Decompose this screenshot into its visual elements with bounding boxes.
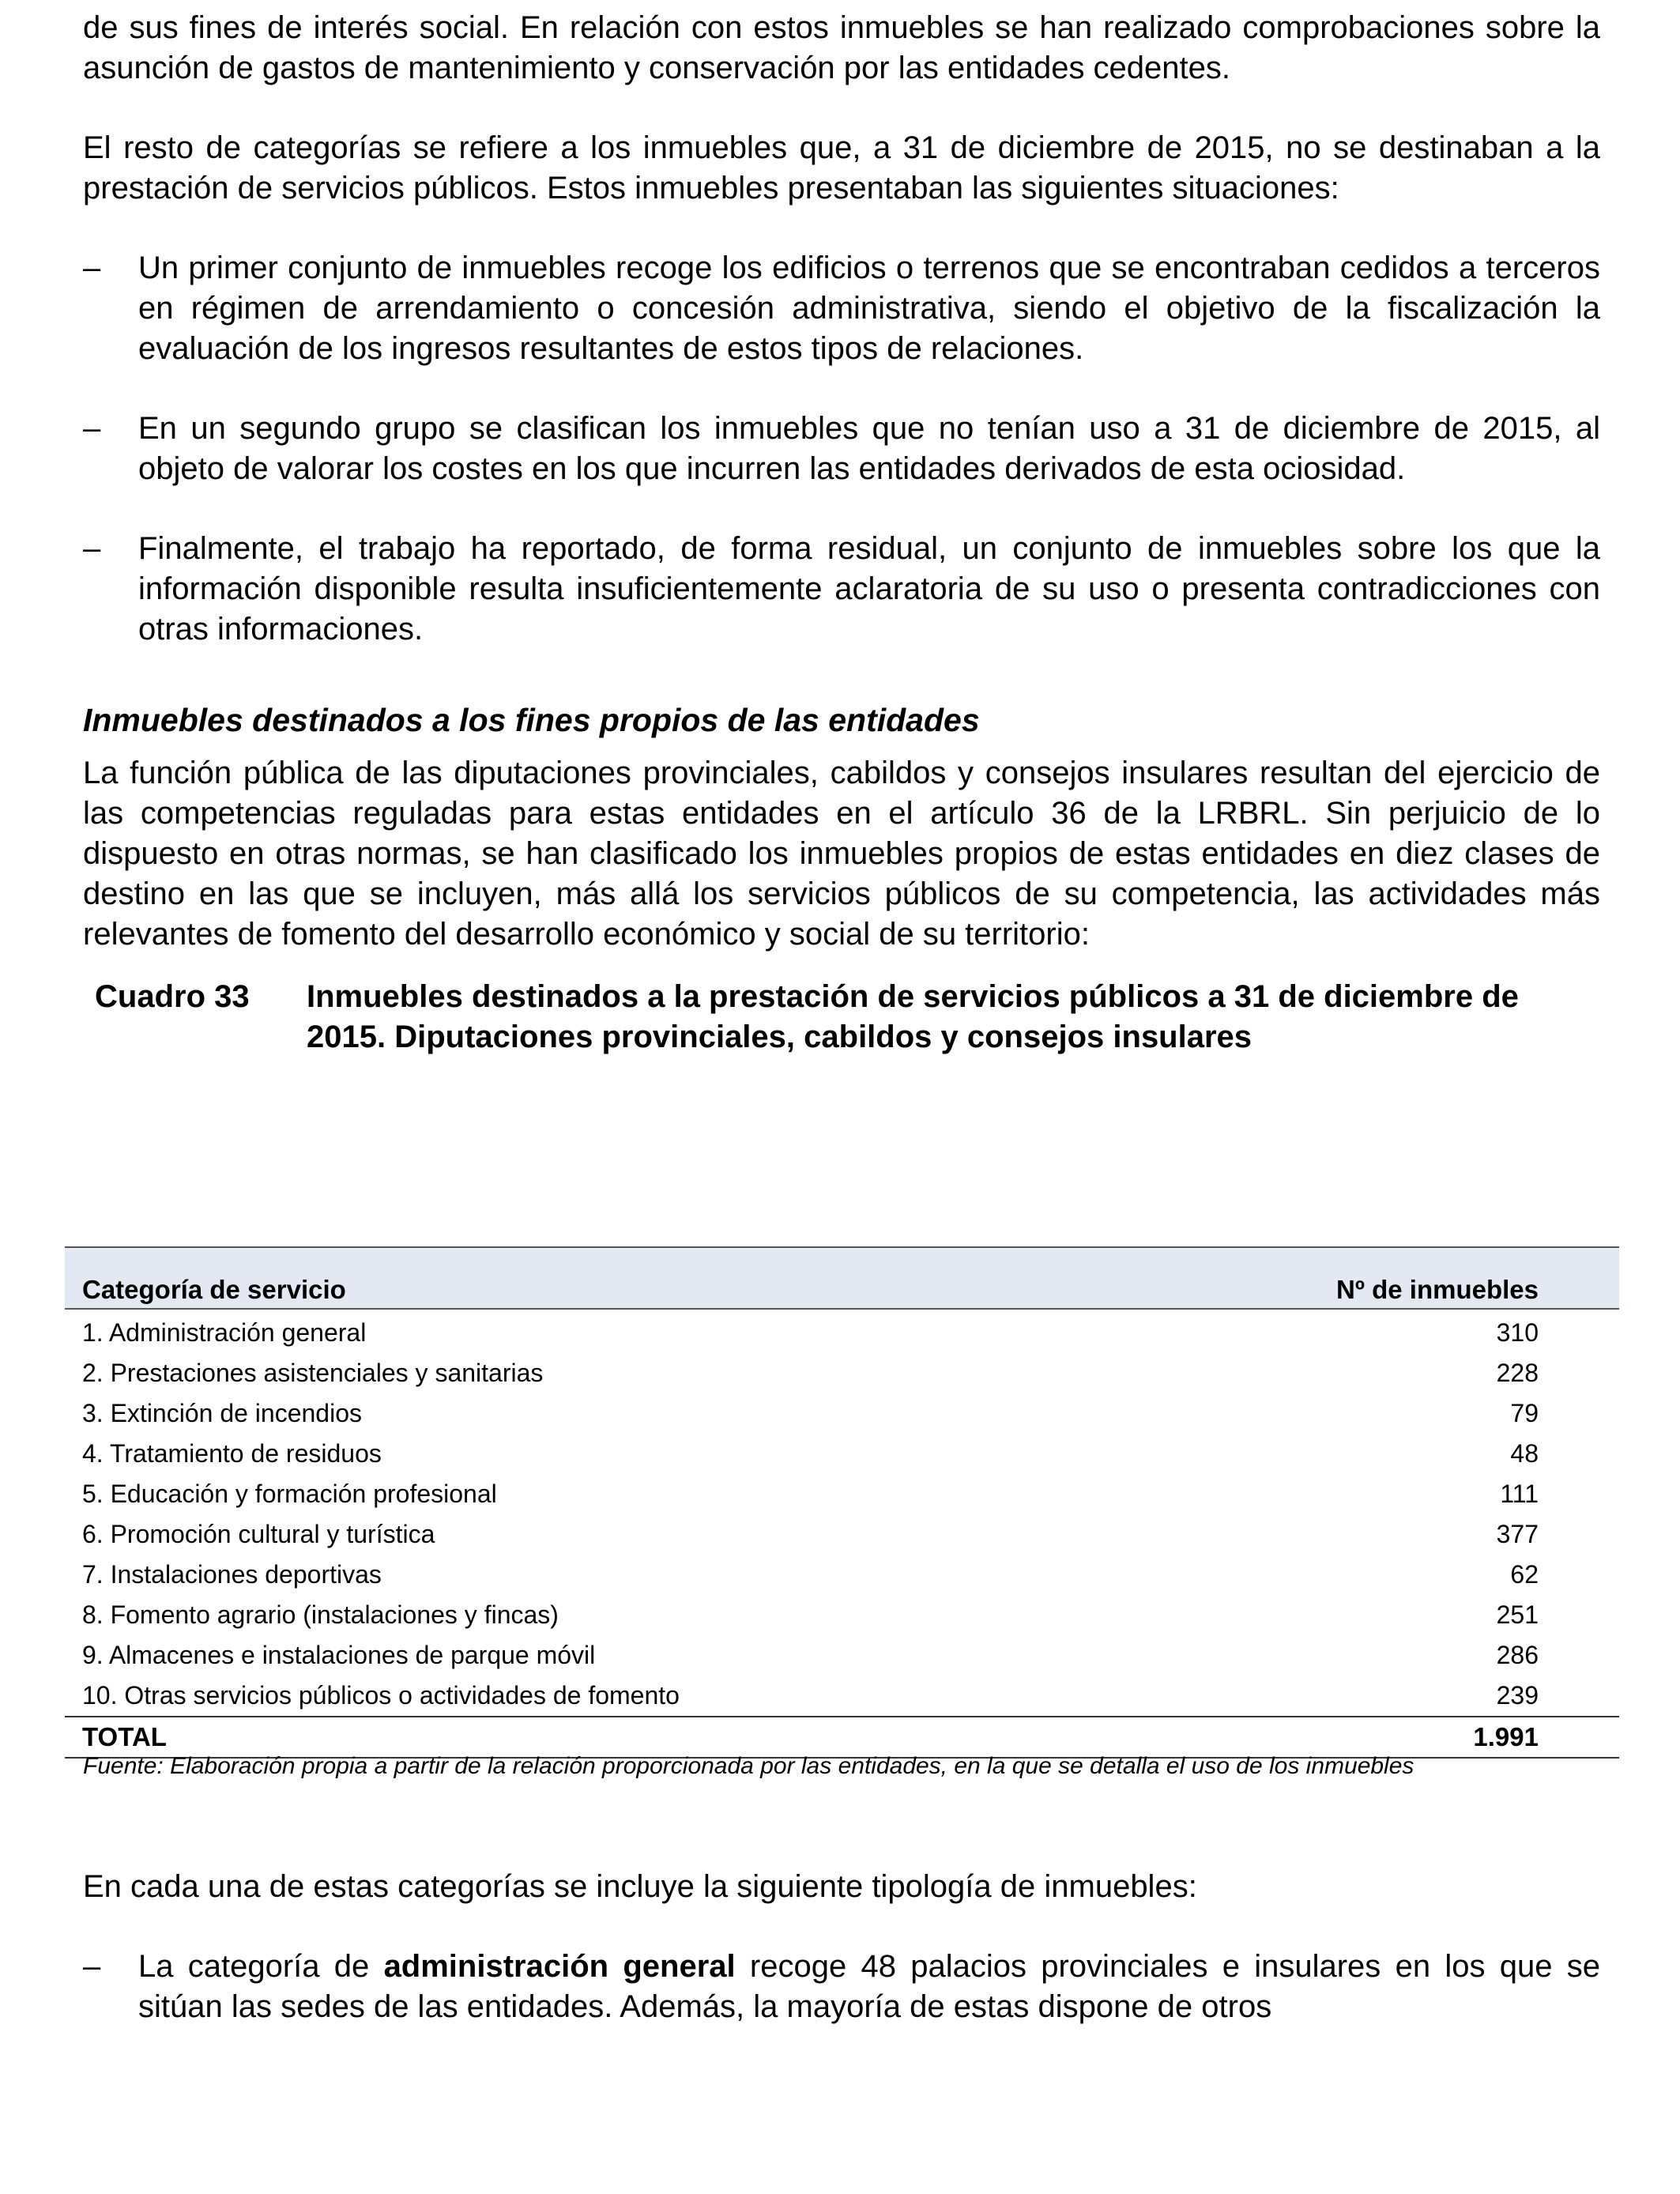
table-row [65,1514,1619,1555]
row-value: 111 [1500,1480,1539,1508]
section-heading: Inmuebles destinados a los fines propios de las entidades [83,702,980,738]
row-value: 79 [1510,1399,1539,1427]
total-value: 1.991 [1109,1717,1619,1758]
table-caption [83,977,1600,1057]
bullet-text: En un segundo grupo se clasifican los inmuebles que no tenían uso a 31 de diciembre de 2015, al objeto de valorar los costes en los que incurren las entidades derivados de esta ociosidad. [138,411,1600,486]
bullet-text: Finalmente, el trabajo ha reportado, de forma residual, un conjunto de inmuebles sobre los que la información disponible resulta insuficientemente aclaratoria de su uso o presenta contradicciones con otras informaciones. [138,531,1600,647]
row-label: 6. Promoción cultural y turística [82,1520,435,1548]
row-label: 8. Fomento agrario (instalaciones y fincas) [82,1600,559,1629]
row-value: 62 [1510,1560,1539,1589]
row-value: 228 [1496,1359,1539,1387]
table-caption-number: Cuadro 33 [95,979,250,1014]
paragraph: de sus fines de interés social. En relación con estos inmuebles se han realizado comprobaciones sobre la asunción de gastos de mantenimiento y conservación por las entidades cedentes. [83,10,1600,85]
row-label: 7. Instalaciones deportivas [82,1560,382,1589]
row-value: 310 [1496,1318,1539,1347]
dash-bullet-icon: – [83,1949,101,1984]
row-value: 48 [1510,1439,1539,1468]
row-label: 3. Extinción de incendios [82,1399,362,1427]
total-label: TOTAL [65,1717,1109,1758]
row-label: 4. Tratamiento de residuos [82,1439,382,1468]
row-label: 9. Almacenes e instalaciones de parque móvil [82,1641,596,1669]
column-header-count: Nº de inmuebles [1109,1247,1619,1309]
dash-bullet-icon: – [83,531,101,566]
table-row [65,1635,1619,1676]
table-row [65,1309,1619,1353]
bullet-item [83,409,1600,489]
paragraph: El resto de categorías se refiere a los inmuebles que, a 31 de diciembre de 2015, no se destinaban a la prestación de servicios públicos. Estos inmuebles presentaban las siguientes situaciones: [83,130,1600,205]
row-label: 5. Educación y formación profesional [82,1480,497,1508]
data-table [65,1246,1619,1759]
table-row [65,1595,1619,1635]
paragraph: La función pública de las diputaciones provinciales, cabildos y consejos insulares resultan del ejercicio de las competencias reguladas para estas entidades en el artículo 36 de la LRBRL. Sin perjuicio de lo dispuesto en otras normas, se han clasificado los inmuebles propios de estas entidades en diez clases de destino en las que se incluyen, más allá los servicios públicos de su competencia, las actividades más relevantes de fomento del desarrollo económico y social de su territorio: [83,756,1600,952]
bullet-item [83,1947,1600,2027]
row-value: 251 [1496,1600,1539,1629]
bullet-item [83,529,1600,650]
bullet-text-lead: La categoría de [138,1949,384,1984]
column-header-category: Categoría de servicio [65,1247,1109,1309]
table-row [65,1393,1619,1434]
row-value: 377 [1496,1520,1539,1548]
table-row [65,1555,1619,1595]
row-label: 1. Administración general [82,1318,367,1347]
table-row [65,1676,1619,1717]
row-value: 239 [1496,1681,1539,1710]
row-label: 2. Prestaciones asistenciales y sanitarias [82,1359,544,1387]
table-row [65,1434,1619,1474]
bullet-text [138,1947,1600,2027]
document-body-continued [83,1867,1600,2027]
table-row [65,1353,1619,1393]
row-value: 286 [1496,1641,1539,1669]
table-source-note: Fuente: Elaboración propia a partir de la relación proporcionada por las entidades, en la que se detalla el uso de los inmuebles [83,1753,1414,1779]
dash-bullet-icon: – [83,411,101,446]
row-label: 10. Otras servicios públicos o actividades de fomento [82,1681,680,1710]
paragraph: En cada una de estas categorías se incluye la siguiente tipología de inmuebles: [83,1869,1197,1904]
table-row [65,1474,1619,1514]
bullet-text: Un primer conjunto de inmuebles recoge los edificios o terrenos que se encontraban cedidos a terceros en régimen de arrendamiento o concesión administrativa, siendo el objetivo de la fiscalización la evaluación de los ingresos resultantes de estos tipos de relaciones. [138,251,1600,366]
bullet-text-bold: administración general [383,1949,736,1984]
bullet-item [83,248,1600,369]
bullet-text-rest: recoge 48 palacios provinciales e insulares en los que se sitúan las sedes de las entidades. Además, la mayoría de estas dispone de otros [138,1949,1600,2024]
table-header-row [65,1247,1619,1309]
table-caption-text: Inmuebles destinados a la prestación de servicios públicos a 31 de diciembre de 2015. Diputaciones provinciales, cabildos y consejos insulares [307,979,1519,1054]
dash-bullet-icon: – [83,251,101,285]
document-body [83,8,1600,1057]
